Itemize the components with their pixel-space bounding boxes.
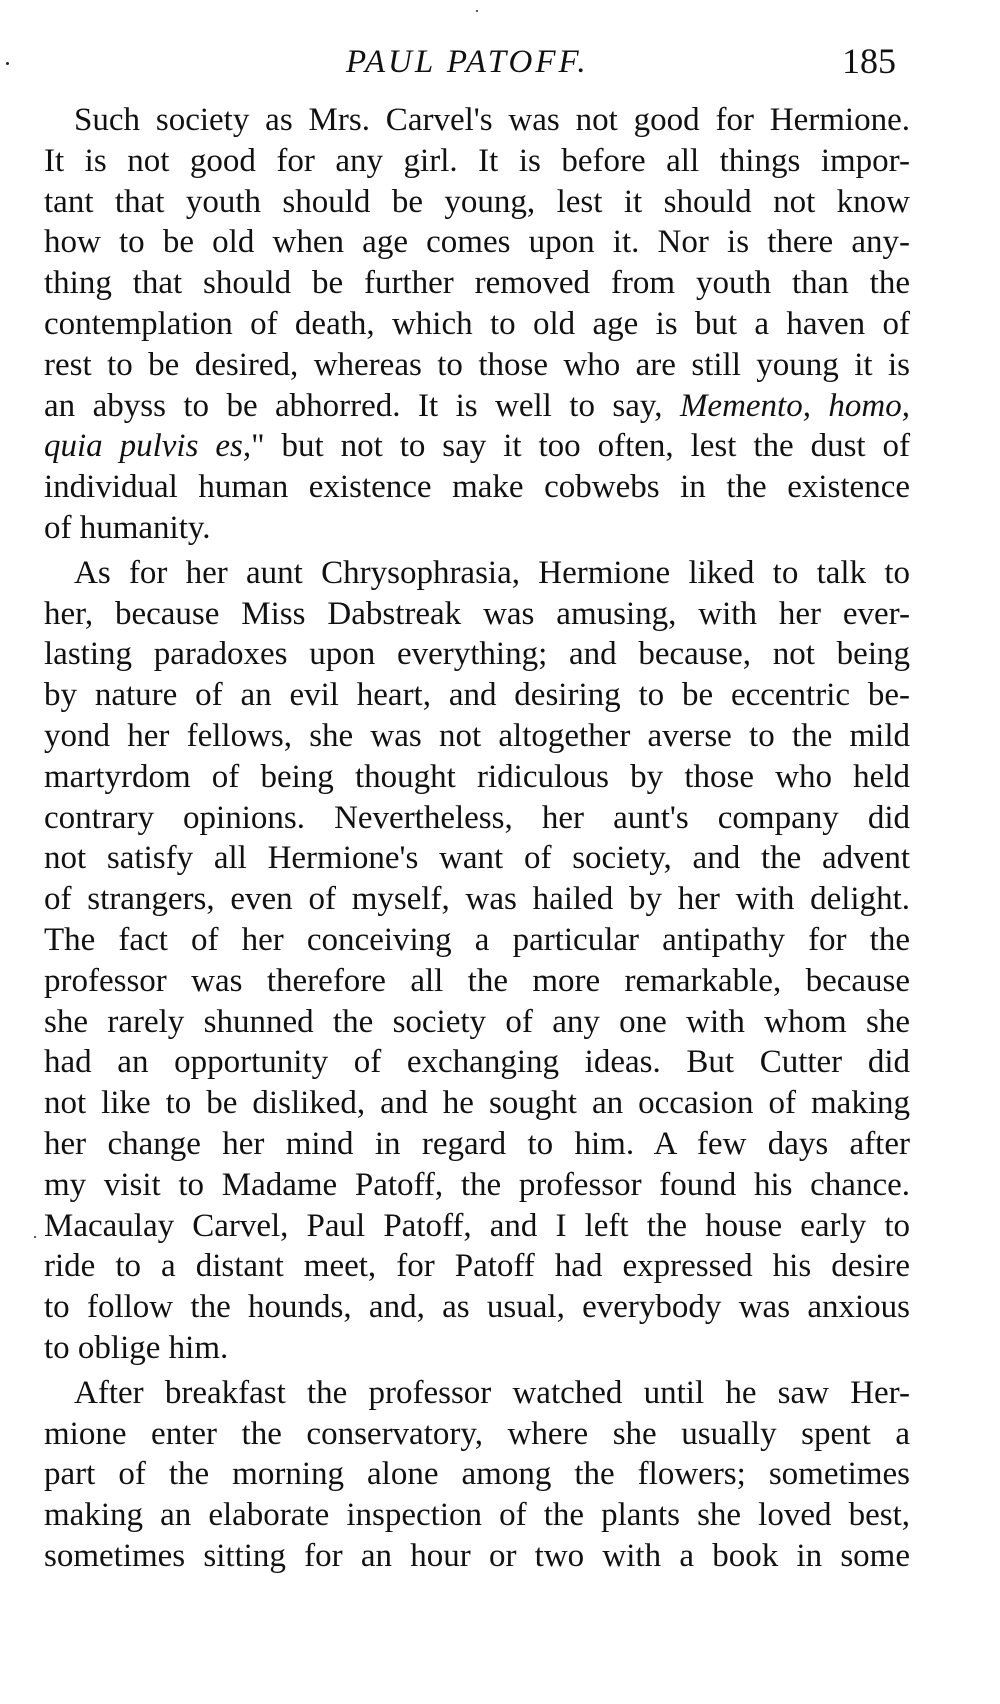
running-head [0,40,1000,90]
text-line: of strangers, even of myself, was hailed by her with delight. [44,881,910,918]
text-line: It is not good for any girl. It is before all things impor- [44,142,910,179]
text-line: individual human existence make cobwebs in the existence [44,469,910,506]
text-line: martyrdom of being thought ridiculous by those who held [44,758,910,795]
latin-phrase: quia pulvis es, [44,428,252,465]
text-line: of humanity. [44,509,211,546]
text-line: ride to a distant meet, for Patoff had expressed his desire [44,1248,910,1285]
paragraph [44,553,910,1369]
text-line: how to be old when age comes upon it. Nor is there any- [44,224,910,261]
text-line: had an opportunity of exchanging ideas. But Cutter did [44,1044,910,1081]
text-line: As for her aunt Chrysophrasia, Hermione liked to talk to [74,554,910,591]
scan-speck [6,62,9,65]
text-line: professor was therefore all the more remarkable, because [44,962,910,999]
text-line: tant that youth should be young, lest it should not know [44,183,910,220]
page-title: PAUL PATOFF. [346,44,589,80]
page-number: 185 [842,41,896,81]
text-line: thing that should be further removed from youth than the [44,265,910,302]
text-line: she rarely shunned the society of any one with whom she [44,1003,910,1040]
text-line: her change her mind in regard to him. A few days after [44,1125,910,1162]
line-text: an abyss to be abhorred. It is well to say, [44,387,680,424]
text-line: her, because Miss Dabstreak was amusing, with her ever- [44,595,910,632]
text-line: Macaulay Carvel, Paul Patoff, and I left the house early to [44,1207,910,1244]
text-line [44,386,910,427]
text-line: not like to be disliked, and he sought an occasion of making [44,1085,910,1122]
paragraph [44,1373,910,1577]
text-line: to oblige him. [44,1329,229,1366]
scan-speck [476,10,478,12]
paragraph [44,100,910,549]
text-line: yond her fellows, she was not altogether averse to the mild [44,717,910,754]
line-text: " but not to say it too often, lest the dust of [251,428,911,465]
text-line: part of the morning alone among the flowers; sometimes [44,1456,910,1493]
text-line: to follow the hounds, and, as usual, everybody was anxious [44,1289,910,1326]
text-line: contemplation of death, which to old age is but a haven of [44,305,910,342]
text-line: mione enter the conservatory, where she usually spent a [44,1415,910,1452]
text-line: Such society as Mrs. Carvel's was not good for Hermione. [74,102,910,138]
text-line: my visit to Madame Patoff, the professor found his chance. [44,1166,910,1203]
text-line: After breakfast the professor watched until he saw Her- [74,1374,910,1411]
latin-phrase: Memento, homo, [679,387,910,424]
text-line: by nature of an evil heart, and desiring to be eccentric be- [44,677,910,714]
text-line: The fact of her conceiving a particular antipathy for the [44,921,910,958]
text-line: rest to be desired, whereas to those who are still young it is [44,346,910,383]
scan-speck [34,1236,36,1238]
text-line: lasting paradoxes upon everything; and because, not being [44,636,910,673]
text-line [44,426,910,467]
text-line: sometimes sitting for an hour or two with a book in some [44,1537,910,1574]
text-line: contrary opinions. Nevertheless, her aunt's company did [44,799,910,836]
text-line: not satisfy all Hermione's want of society, and the advent [44,840,910,877]
text-line: making an elaborate inspection of the plants she loved best, [44,1497,910,1534]
body-text [44,100,910,1577]
